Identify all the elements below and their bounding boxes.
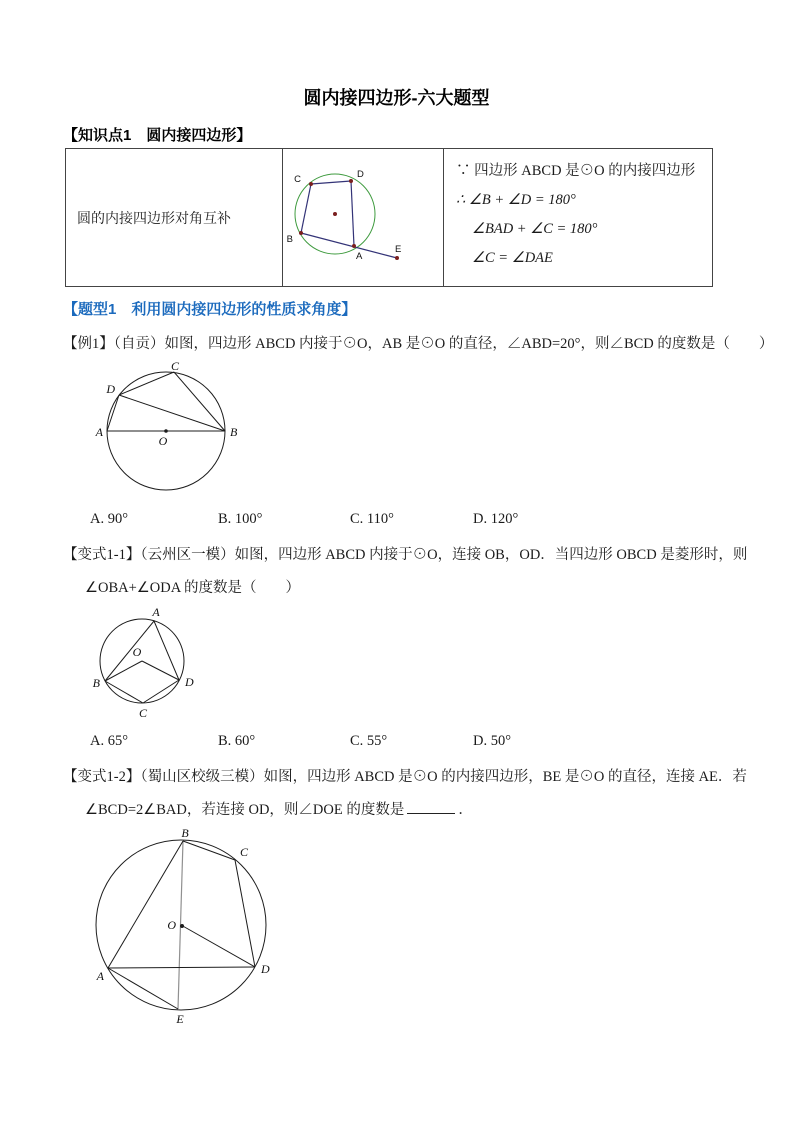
variant12-text (63, 761, 769, 827)
option-b: B. 60° (218, 733, 256, 749)
label-a: A (152, 606, 160, 619)
option-a: A. 90° (90, 511, 129, 527)
label-o: O (167, 918, 176, 932)
label-d: D (261, 962, 270, 976)
option-c: C. 55° (350, 733, 388, 749)
table-cell-property (66, 149, 283, 286)
variant12-line2-before: ∠BCD=2∠BAD，若连接 OD，则∠DOE 的度数是 (85, 802, 405, 818)
knowledge-table (65, 148, 713, 287)
variant11-text (63, 539, 769, 605)
example1-diagram (95, 362, 245, 500)
property-text: 圆的内接四边形对角互补 (77, 211, 231, 227)
diagram-lines (107, 372, 225, 431)
label-c: C (240, 845, 249, 859)
vertex-labels (287, 169, 402, 262)
radius-od (142, 661, 179, 680)
label-o: O (132, 645, 142, 659)
center-dot (180, 924, 184, 928)
radius-od (181, 925, 255, 967)
variant11-options (63, 733, 643, 753)
option-a: A. 65° (90, 733, 129, 749)
radius-ob (105, 661, 142, 681)
label-d: D (357, 168, 364, 180)
option-c: C. 110° (350, 511, 394, 527)
label-e: E (176, 1012, 184, 1026)
variant11-line1: 【变式1-1】（云州区一模）如图，四边形 ABCD 内接于⊙O，连接 OB，OD．当四边形 OBCD 是菱形时，则 (63, 547, 748, 563)
label-a: A (96, 969, 104, 983)
label-a: A (356, 250, 363, 262)
variant11-diagram (90, 606, 202, 722)
label-c: C (294, 173, 301, 185)
variant12-line2 (63, 794, 769, 827)
example1-text: 【例1】（自贡）如图，四边形 ABCD 内接于⊙O，AB 是⊙O 的直径，∠ABD=20°，则∠BCD 的度数是（ ） (63, 336, 774, 352)
derivation-line: ∠BAD + ∠C = 180° (472, 221, 598, 237)
label-a: A (95, 425, 103, 439)
derivation-line: ∴ ∠B + ∠D = 180° (456, 192, 576, 208)
example1-options (63, 511, 643, 531)
label-d: D (185, 675, 194, 689)
answer-blank (407, 799, 455, 814)
variant12-line2-after: ． (458, 802, 473, 818)
option-d: D. 50° (473, 733, 512, 749)
label-b: B (181, 828, 189, 840)
center-dot (333, 212, 337, 216)
knowledge-diagram (285, 152, 441, 284)
label-e: E (395, 243, 402, 255)
center-dot (164, 429, 168, 433)
option-b: B. 100° (218, 511, 263, 527)
derivation-line: ∵ 四边形 ABCD 是⊙O 的内接四边形 (456, 163, 696, 179)
variant11-line2: ∠OBA+∠ODA 的度数是（ ） (85, 580, 301, 596)
label-b: B (286, 233, 293, 245)
label-o: O (158, 434, 168, 448)
page-title: 圆内接四边形-六大题型 (303, 88, 490, 108)
variant12-diagram (92, 828, 274, 1026)
topic-heading: 【题型1 利用圆内接四边形的性质求角度】 (63, 301, 357, 318)
option-d: D. 120° (473, 511, 519, 527)
diagram-lines (105, 621, 179, 703)
label-b: B (92, 676, 100, 690)
variant12-line1: 【变式1-2】（蜀山区校级三模）如图，四边形 ABCD 是⊙O 的内接四边形，BE 是⊙O 的直径，连接 AE．若 (63, 769, 747, 785)
table-cell-derivation (444, 149, 712, 286)
label-b: B (230, 425, 238, 439)
quadrilateral-lines (301, 181, 397, 258)
derivation-line: ∠C = ∠DAE (472, 250, 553, 266)
label-c: C (138, 706, 148, 720)
label-c: C (170, 362, 180, 373)
knowledge-heading: 【知识点1 圆内接四边形】 (63, 127, 252, 144)
label-d: D (106, 382, 115, 396)
table-cell-diagram (283, 149, 444, 286)
